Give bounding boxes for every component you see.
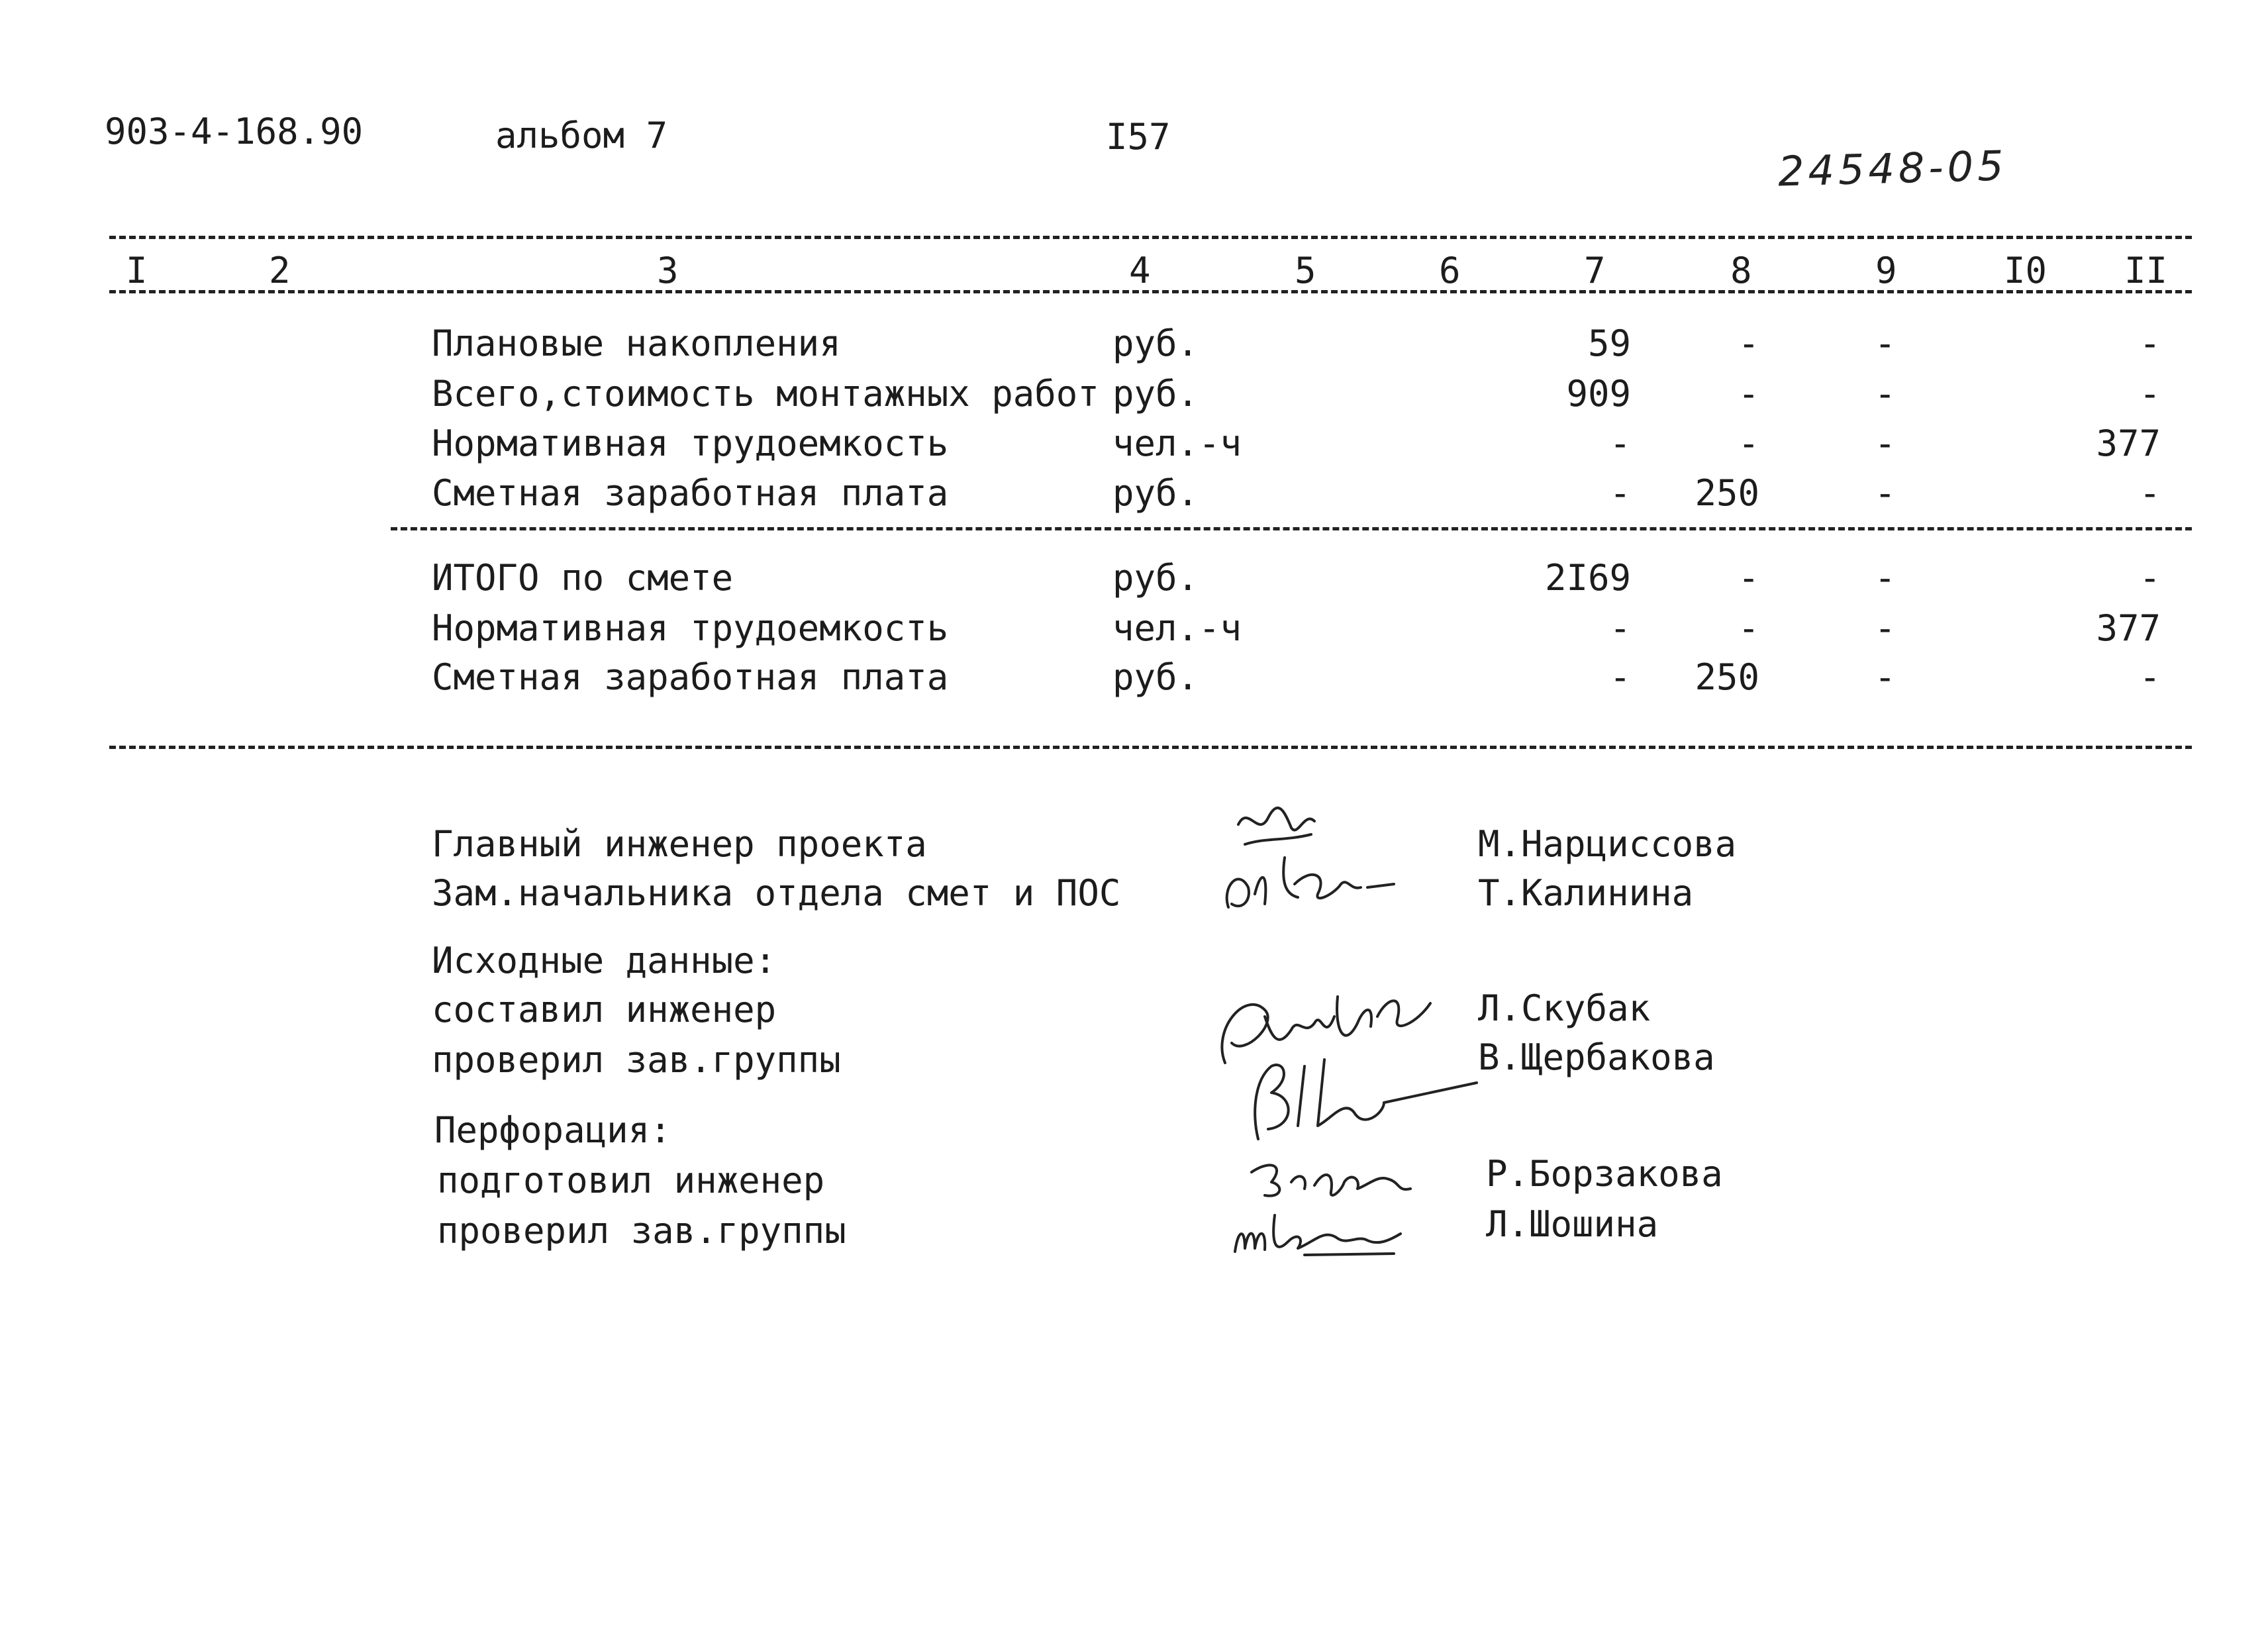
perforation-checked-role: проверил зав.группы xyxy=(437,1210,846,1252)
row-col9-value: - xyxy=(1874,472,1896,514)
table-bottom-rule xyxy=(109,746,2192,749)
row-unit: руб. xyxy=(1112,472,1199,514)
column-header-9: 9 xyxy=(1875,250,1897,291)
perforation-prepared-role: подготовил инженер xyxy=(437,1160,825,1201)
row-col9-value: - xyxy=(1874,423,1896,464)
chief-engineer-name: М.Нарциссова xyxy=(1478,823,1737,865)
signature-borzakova xyxy=(1245,1152,1417,1205)
table-top-rule xyxy=(109,236,2192,239)
source-compiled-name: Л.Скубак xyxy=(1478,987,1651,1029)
column-header-3: 3 xyxy=(657,250,679,291)
row-col7-value: 2I69 xyxy=(1544,557,1631,599)
signature-kalinina xyxy=(1218,848,1404,921)
perforation-heading: Перфорация: xyxy=(434,1109,671,1151)
row-col8-value: - xyxy=(1738,373,1759,415)
column-header-4: 4 xyxy=(1129,250,1151,291)
page-number: I57 xyxy=(1106,116,1171,158)
source-compiled-role: составил инженер xyxy=(432,989,777,1030)
row-col7-value: - xyxy=(1609,656,1631,698)
deputy-name: Т.Калинина xyxy=(1478,872,1694,914)
signature-shcherbakova xyxy=(1232,1040,1483,1152)
row-col11-value: 377 xyxy=(2096,607,2161,649)
row-unit: чел.-ч xyxy=(1112,423,1242,464)
row-name: Нормативная трудоемкость xyxy=(432,423,949,464)
row-col7-value: - xyxy=(1609,423,1631,464)
row-name: ИТОГО по смете xyxy=(432,557,734,599)
column-header-10: I0 xyxy=(2004,250,2047,291)
section-divider xyxy=(391,527,2192,530)
row-col8-value: - xyxy=(1738,423,1759,464)
row-col9-value: - xyxy=(1874,607,1896,649)
row-unit: руб. xyxy=(1112,373,1199,415)
row-col8-value: 250 xyxy=(1695,472,1759,514)
column-header-11: II xyxy=(2124,250,2168,291)
perforation-checked-name: Л.Шошина xyxy=(1486,1203,1659,1245)
row-col9-value: - xyxy=(1874,373,1896,415)
row-col8-value: 250 xyxy=(1695,656,1759,698)
row-col7-value: 909 xyxy=(1566,373,1631,415)
row-name: Нормативная трудоемкость xyxy=(432,607,949,649)
inventory-number: 24548-05 xyxy=(1777,141,2008,196)
row-col9-value: - xyxy=(1874,323,1896,364)
column-header-5: 5 xyxy=(1295,250,1316,291)
chief-engineer-role: Главный инженер проекта xyxy=(432,823,927,865)
perforation-prepared-name: Р.Борзакова xyxy=(1486,1153,1723,1195)
row-col11-value: - xyxy=(2139,656,2161,698)
source-data-heading: Исходные данные: xyxy=(432,940,777,981)
row-name: Всего,стоимость монтажных работ xyxy=(432,373,1099,415)
row-col9-value: - xyxy=(1874,656,1896,698)
source-checked-role: проверил зав.группы xyxy=(432,1039,841,1081)
row-col7-value: - xyxy=(1609,472,1631,514)
deputy-role: Зам.начальника отдела смет и ПОС xyxy=(432,872,1121,914)
column-header-1: I xyxy=(126,250,148,291)
album-label: альбом 7 xyxy=(495,115,668,156)
row-col7-value: 59 xyxy=(1587,323,1631,364)
row-unit: руб. xyxy=(1112,656,1199,698)
row-unit: руб. xyxy=(1112,557,1199,599)
column-header-7: 7 xyxy=(1584,250,1606,291)
column-header-8: 8 xyxy=(1730,250,1752,291)
row-unit: чел.-ч xyxy=(1112,607,1242,649)
column-header-6: 6 xyxy=(1439,250,1461,291)
row-name: Сметная заработная плата xyxy=(432,472,949,514)
column-header-2: 2 xyxy=(269,250,291,291)
document-code: 903-4-168.90 xyxy=(105,111,364,152)
row-col11-value: - xyxy=(2139,323,2161,364)
row-col11-value: 377 xyxy=(2096,423,2161,464)
row-col8-value: - xyxy=(1738,323,1759,364)
row-col7-value: - xyxy=(1609,607,1631,649)
source-checked-name: В.Щербакова xyxy=(1478,1036,1715,1078)
row-unit: руб. xyxy=(1112,323,1199,364)
signature-shoshina xyxy=(1225,1202,1410,1262)
row-col11-value: - xyxy=(2139,472,2161,514)
row-name: Плановые накопления xyxy=(432,323,841,364)
row-col11-value: - xyxy=(2139,373,2161,415)
row-col8-value: - xyxy=(1738,607,1759,649)
row-name: Сметная заработная плата xyxy=(432,656,949,698)
row-col11-value: - xyxy=(2139,557,2161,599)
row-col8-value: - xyxy=(1738,557,1759,599)
row-col9-value: - xyxy=(1874,557,1896,599)
